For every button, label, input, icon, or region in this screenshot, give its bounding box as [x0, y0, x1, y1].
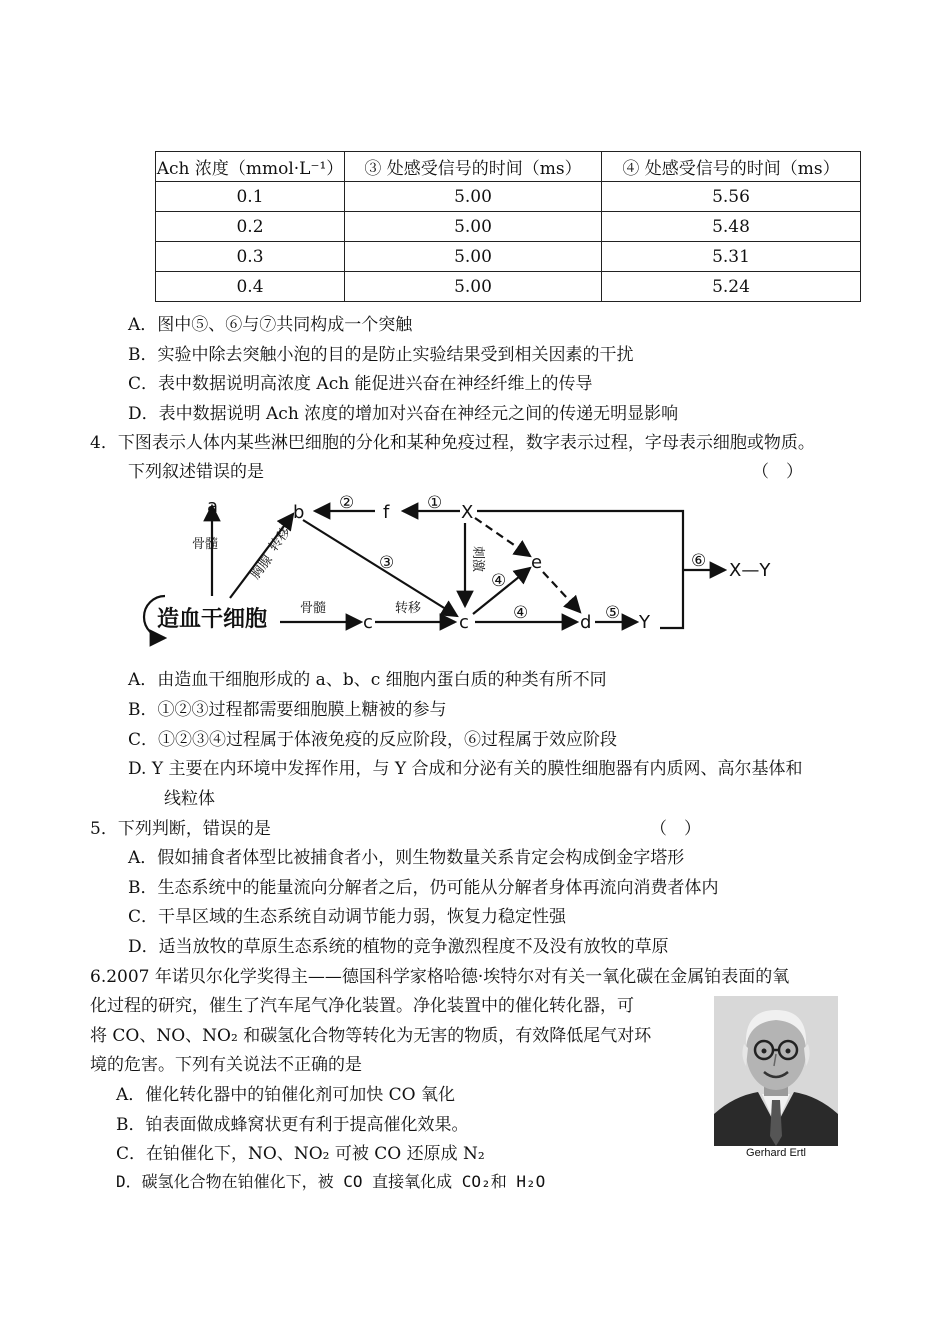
table-header-row — [156, 152, 861, 182]
q4-option-b: B．①②③过程都需要细胞膜上糖被的参与 — [128, 700, 447, 720]
node-y: Y — [639, 612, 650, 633]
step-3: ③ — [379, 553, 395, 573]
q6-option-c: C．在铂催化下，NO、NO₂ 可被 CO 还原成 N₂ — [116, 1144, 485, 1164]
label-transfer-c: 转移 — [395, 601, 422, 616]
q4-option-d-cont: 线粒体 — [164, 789, 215, 809]
q3-option-c: C．表中数据说明高浓度 Ach 能促进兴奋在神经纤维上的传导 — [128, 374, 593, 394]
step-4b: ④ — [513, 603, 529, 623]
table-header-cell: ③ 处感受信号的时间（ms） — [345, 152, 602, 182]
q6-stem-line1: 6.2007 年诺贝尔化学奖得主——德国科学家格哈德·埃特尔对有关一氧化碳在金属铂表面的氧 — [90, 967, 790, 987]
q5-option-a: A．假如捕食者体型比被捕食者小，则生物数量关系肯定会构成倒金字塔形 — [128, 848, 685, 868]
ach-data-table — [155, 151, 861, 302]
node-stem-cell: 造血干细胞 — [157, 607, 268, 632]
q6-option-b: B．铂表面做成蜂窝状更有利于提高催化效果。 — [116, 1115, 469, 1135]
node-e: e — [531, 552, 543, 573]
table-cell: 5.48 — [602, 212, 861, 242]
q4-answer-paren: （ ） — [752, 462, 803, 482]
step-6: ⑥ — [691, 551, 707, 571]
q4-stem: 4．下图表示人体内某些淋巴细胞的分化和某种免疫过程，数字表示过程，字母表示细胞或物质。 — [90, 433, 815, 453]
q6-stem-line3: 将 CO、NO、NO₂ 和碳氢化合物等转化为无害的物质，有效降低尾气对环 — [90, 1026, 652, 1046]
label-bone-marrow-v1: 骨髓 — [192, 537, 219, 552]
label-stimulus: 刺激 — [470, 546, 485, 573]
table-cell: 0.4 — [156, 272, 345, 302]
label-thymus: 胸腺 — [248, 552, 276, 583]
q6-stem-line2: 化过程的研究，催生了汽车尾气净化装置。净化装置中的催化转化器，可 — [90, 996, 634, 1016]
table-cell: 5.00 — [345, 212, 602, 242]
node-c2: c — [459, 612, 469, 633]
label-bone-marrow-c: 骨髓 — [300, 601, 327, 616]
node-xy: X—Y — [729, 560, 771, 581]
table-cell: 0.2 — [156, 212, 345, 242]
table-row — [156, 182, 861, 212]
table-cell: 5.00 — [345, 242, 602, 272]
q6-option-d: D．碳氢化合物在铂催化下，被 CO 直接氧化成 CO₂和 H₂O — [116, 1172, 546, 1191]
table-cell: 5.31 — [602, 242, 861, 272]
q5-option-c: C．干旱区域的生态系统自动调节能力弱，恢复力稳定性强 — [128, 907, 567, 927]
table-row — [156, 272, 861, 302]
portrait-caption: Gerhard Ertl — [746, 1147, 806, 1159]
q6-stem-line4: 境的危害。下列有关说法不正确的是 — [90, 1055, 362, 1075]
table-cell: 5.56 — [602, 182, 861, 212]
node-x: X — [461, 502, 474, 523]
label-transfer-b: 转移 — [266, 524, 294, 555]
q3-option-b: B．实验中除去突触小泡的目的是防止实验结果受到相关因素的干扰 — [128, 345, 634, 365]
table-cell: 0.1 — [156, 182, 345, 212]
table-row — [156, 212, 861, 242]
step-2: ② — [339, 493, 355, 513]
node-c1: c — [363, 612, 373, 633]
step-1: ① — [427, 493, 443, 513]
q5-option-d: D．适当放牧的草原生态系统的植物的竞争激烈程度不及没有放牧的草原 — [128, 937, 669, 957]
immune-process-diagram — [125, 488, 795, 648]
table-header-cell: ④ 处感受信号的时间（ms） — [602, 152, 861, 182]
q6-option-a: A．催化转化器中的铂催化剂可加快 CO 氧化 — [116, 1085, 456, 1105]
q5-option-b: B．生态系统中的能量流向分解者之后，仍可能从分解者身体再流向消费者体内 — [128, 878, 719, 898]
table-cell: 5.24 — [602, 272, 861, 302]
node-f: f — [383, 502, 390, 523]
table-header-cell: Ach 浓度（mmol·L⁻¹） — [156, 152, 345, 182]
q3-option-d: D．表中数据说明 Ach 浓度的增加对兴奋在神经元之间的传递无明显影响 — [128, 404, 679, 424]
step-4a: ④ — [491, 571, 507, 591]
q3-option-a: A．图中⑤、⑥与⑦共同构成一个突触 — [128, 315, 413, 335]
table-cell: 5.00 — [345, 182, 602, 212]
portrait-photo — [714, 996, 838, 1146]
q4-option-c: C．①②③④过程属于体液免疫的反应阶段，⑥过程属于效应阶段 — [128, 730, 618, 750]
node-d: d — [580, 612, 592, 633]
q4-stem-cont: 下列叙述错误的是 — [128, 462, 264, 482]
q5-answer-paren: （ ） — [650, 819, 701, 839]
table-row — [156, 242, 861, 272]
q5-stem: 5．下列判断，错误的是 — [90, 819, 271, 839]
table-cell: 0.3 — [156, 242, 345, 272]
q4-option-d: D. Y 主要在内环境中发挥作用，与 Y 合成和分泌有关的膜性细胞器有内质网、高尔基体和 — [128, 759, 803, 779]
step-5: ⑤ — [605, 603, 621, 623]
q4-option-a: A．由造血干细胞形成的 a、b、c 细胞内蛋白质的种类有所不同 — [128, 670, 607, 690]
node-a: a — [207, 496, 219, 517]
node-b: b — [293, 502, 305, 523]
table-cell: 5.00 — [345, 272, 602, 302]
